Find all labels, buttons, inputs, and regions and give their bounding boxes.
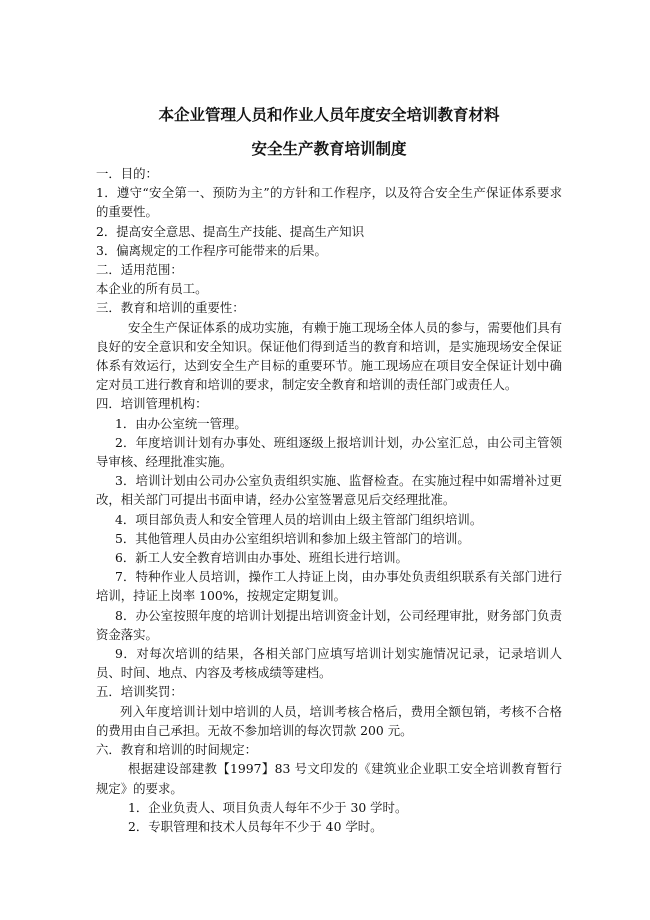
paragraph: 根据建设部建教【1997】83 号文印发的《建筑业企业职工安全培训教育暂行规定》的要求。 <box>96 761 562 796</box>
paragraph-section-heading: 五．培训奖罚： <box>96 684 183 700</box>
list-item: 1．企业负责人、项目负责人每年不少于 30 学时。 <box>128 799 408 815</box>
paragraph: 3．偏离规定的工作程序可能带来的后果。 <box>96 242 327 258</box>
paragraph: 本企业的所有员工。 <box>96 281 208 297</box>
document-title: 本企业管理人员和作业人员年度安全培训教育材料 <box>158 106 500 124</box>
paragraph: 列入年度培训计划中培训的人员，培训考核合格后，费用全额包销，考核不合格的费用由自己承担。无故不参加培训的每次罚款 200 元。 <box>96 703 562 738</box>
document-body <box>96 164 562 836</box>
list-item: 2．专职管理和技术人员每年不少于 40 学时。 <box>128 818 383 834</box>
list-item: 5．其他管理人员由办公室组织培训和参加上级主管部门的培训。 <box>115 530 470 546</box>
list-item: 2．年度培训计划有办事处、班组逐级上报培训计划，办公室汇总，由公司主管领导审核、经理批准实施。 <box>96 434 562 470</box>
paragraph: 1．遵守“安全第一、预防为主”的方针和工作程序，以及符合安全生产保证体系要求的重要性。 <box>96 185 562 220</box>
paragraph: 2．提高安全意思、提高生产技能、提高生产知识 <box>96 223 365 239</box>
document-subtitle: 安全生产教育培训制度 <box>251 140 407 158</box>
paragraph-section-heading: 六．教育和培训的时间规定： <box>96 742 258 758</box>
paragraph: 安全生产保证体系的成功实施，有赖于施工现场全体人员的参与，需要他们具有良好的安全意识和安全知识。保证他们得到适当的教育和培训，是实施现场安全保证体系有效运行，达到安全生产目标的重要环节。施工现场应在项目安全保证计划中确定对员工进行教育和培训的要求，制定安全教育和培训的责任部门或责任人。 <box>96 319 562 393</box>
paragraph-section-heading: 一．目的： <box>96 166 158 181</box>
paragraph-section-heading: 四．培训管理机构： <box>96 396 208 412</box>
list-item: 3．培训计划由公司办公室负责组织实施、监督检查。在实施过程中如需增补过更改，相关部门可提出书面申请，经办公室签署意见后交经理批准。 <box>96 473 562 508</box>
list-item: 6．新工人安全教育培训由办事处、班组长进行培训。 <box>115 550 408 566</box>
paragraph-section-heading: 二．适用范围： <box>96 262 183 278</box>
paragraph-section-heading: 三．教育和培训的重要性： <box>96 300 245 316</box>
list-item: 9．对每次培训的结果，各相关部门应填写培训计划实施情况记录，记录培训人员、时间、地点、内容及考核成绩等建档。 <box>96 646 562 681</box>
list-item: 8．办公室按照年度的培训计划提出培训资金计划，公司经理审批，财务部门负责资金落实。 <box>96 607 562 642</box>
list-item: 4．项目部负责人和安全管理人员的培训由上级主管部门组织培训。 <box>115 511 483 527</box>
list-item: 1．由办公室统一管理。 <box>115 415 247 431</box>
list-item: 7．特种作业人员培训，操作工人持证上岗，由办事处负责组织联系有关部门进行培训，持证上岗率 100%，按规定定期复训。 <box>96 569 562 604</box>
